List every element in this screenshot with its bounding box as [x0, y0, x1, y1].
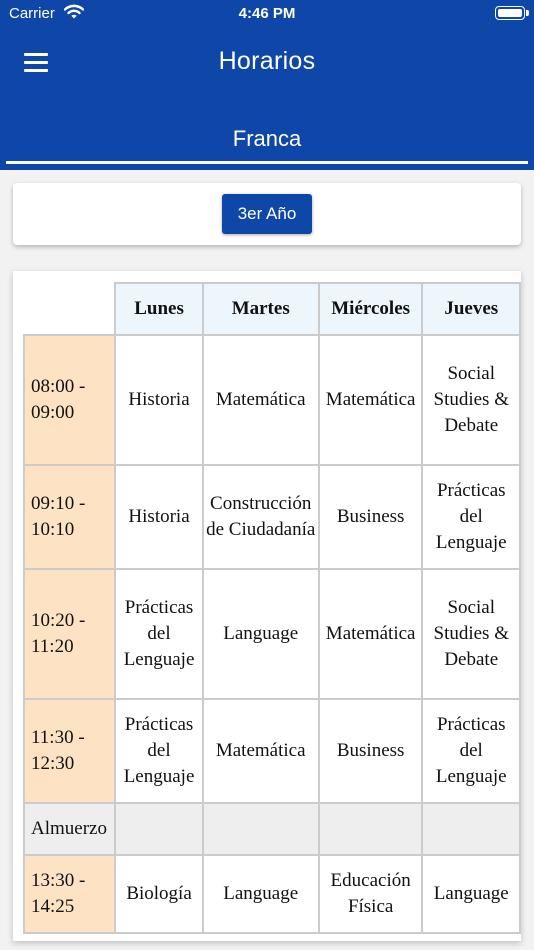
schedule-row: [24, 569, 520, 699]
tab-franca[interactable]: [6, 112, 528, 164]
lunch-label: Almuerzo: [24, 803, 115, 855]
subject-cell: Social Studies & Debate: [422, 569, 520, 699]
day-header: Jueves: [422, 283, 520, 335]
subject-cell: Educación Física: [319, 855, 423, 933]
subject-cell: Language: [422, 855, 520, 933]
battery-icon: [495, 6, 525, 20]
subject-cell: Matemática: [203, 335, 319, 465]
time-slot: 11:30 - 12:30: [24, 699, 115, 803]
schedule-card[interactable]: [13, 271, 521, 941]
schedule-table: [23, 282, 521, 934]
subject-cell: Business: [319, 699, 423, 803]
time-slot: 13:30 - 14:25: [24, 855, 115, 933]
subject-cell: Prácticas del Lenguaje: [115, 699, 202, 803]
clock: 4:46 PM: [238, 5, 296, 22]
corner-cell: [24, 283, 115, 335]
subject-cell: Social Studies & Debate: [422, 335, 520, 465]
time-slot: 08:00 - 09:00: [24, 335, 115, 465]
subject-cell: Prácticas del Lenguaje: [422, 699, 520, 803]
subject-cell: Prácticas del Lenguaje: [115, 569, 202, 699]
subject-cell: Historia: [115, 465, 202, 569]
subject-cell: Language: [203, 855, 319, 933]
status-bar: [0, 0, 534, 28]
subject-cell: Business: [319, 465, 423, 569]
subject-cell: Matemática: [203, 699, 319, 803]
page-title: Horarios: [218, 47, 316, 75]
lunch-row: [24, 803, 520, 855]
tab-label: Franca: [232, 126, 302, 151]
schedule-row: [24, 465, 520, 569]
subject-cell: Matemática: [319, 335, 423, 465]
lunch-cell: [203, 803, 319, 855]
day-header: Martes: [203, 283, 319, 335]
subject-cell: Language: [203, 569, 319, 699]
day-header: Miércoles: [319, 283, 423, 335]
schedule-row: [24, 335, 520, 465]
schedule-row: [24, 699, 520, 803]
lunch-cell: [319, 803, 423, 855]
year-button[interactable]: 3er Año: [222, 194, 312, 234]
tab-indicator: [6, 161, 528, 164]
time-slot: 10:20 - 11:20: [24, 569, 115, 699]
subject-cell: Historia: [115, 335, 202, 465]
subject-cell: Construcción de Ciudadanía: [203, 465, 319, 569]
lunch-cell: [422, 803, 520, 855]
subject-cell: Biología: [115, 855, 202, 933]
subject-cell: Prácticas del Lenguaje: [422, 465, 520, 569]
subject-cell: Matemática: [319, 569, 423, 699]
lunch-cell: [115, 803, 202, 855]
time-slot: 09:10 - 10:10: [24, 465, 115, 569]
day-header: Lunes: [115, 283, 202, 335]
carrier-label: Carrier: [9, 5, 55, 22]
year-selector-card: [13, 183, 521, 245]
schedule-row: [24, 855, 520, 933]
app-bar: [0, 0, 534, 170]
